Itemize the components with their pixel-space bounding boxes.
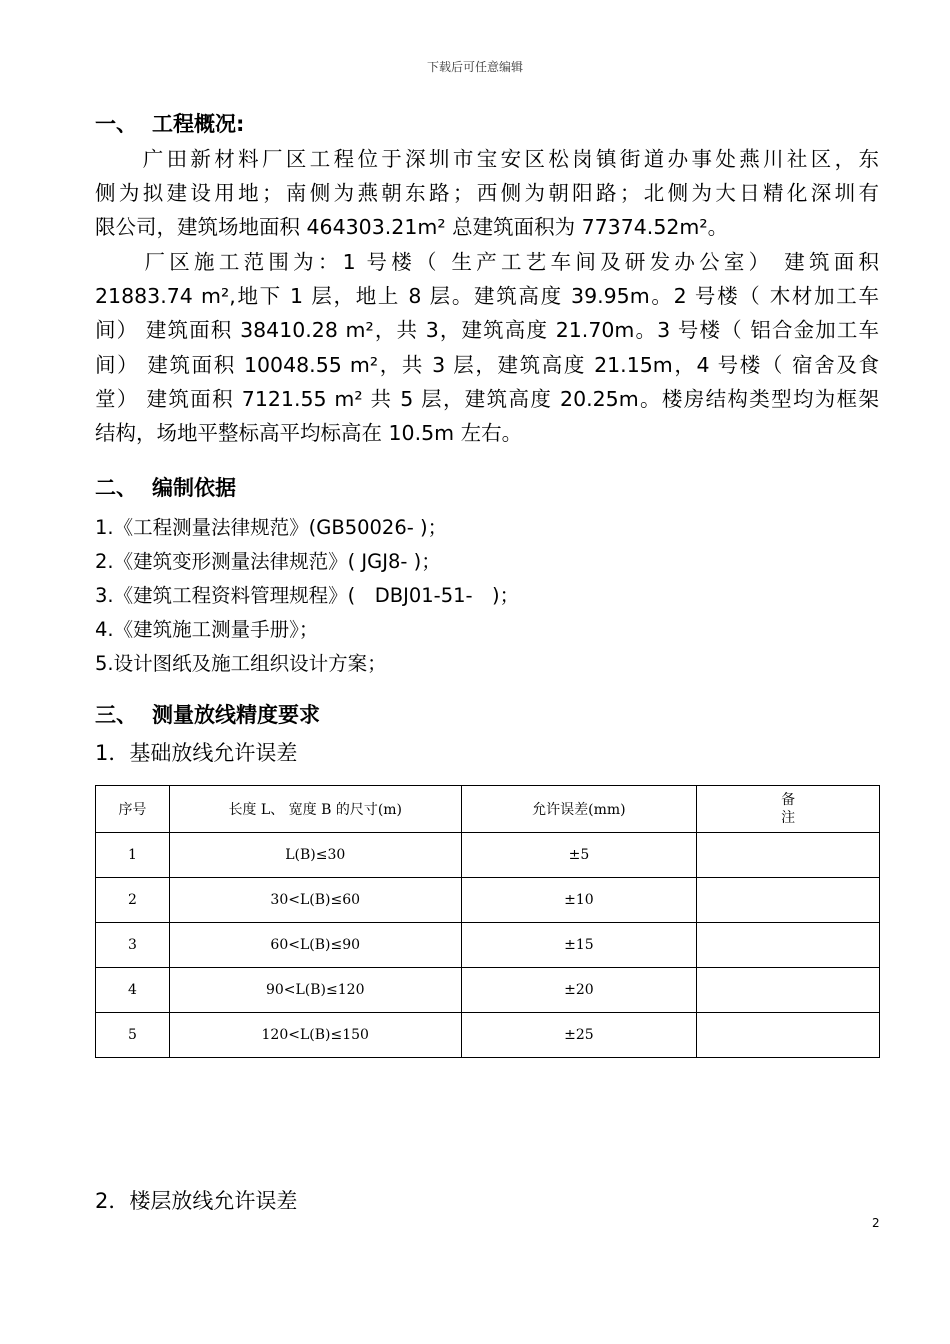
section-3-heading [95, 699, 320, 729]
basis-item-2: 2.《建筑变形测量法律规范》( JGJ8- )； [95, 550, 441, 573]
section-3-title: 测量放线精度要求 [152, 703, 320, 727]
cell-tolerance: ±10 [461, 878, 697, 923]
table-row [96, 1013, 880, 1058]
table-row [96, 923, 880, 968]
header-serial: 序号 [96, 786, 170, 833]
cell-remarks [697, 1013, 880, 1058]
cell-dimension: 30<L(B)≤60 [169, 878, 461, 923]
cell-remarks [697, 878, 880, 923]
cell-serial: 4 [96, 968, 170, 1013]
basis-item-5: 5.设计图纸及施工组织设计方案； [95, 652, 387, 675]
project-overview-paragraph-1 [95, 142, 879, 245]
paragraph-line: 厂区施工范围为：1 号楼（ 生产工艺车间及研发办公室） 建筑面积 [95, 250, 879, 274]
table-header-row [96, 786, 880, 833]
paragraph-line: 结构，场地平整标高平均标高在 10.5m 左右。 [95, 421, 523, 446]
paragraph-line: 广田新材料厂区工程位于深圳市宝安区松岗镇街道办事处燕川社区，东 [95, 147, 879, 171]
table-row [96, 878, 880, 923]
section-2-heading [95, 472, 236, 502]
section-2-title: 编制依据 [152, 476, 236, 500]
basis-item-3: 3.《建筑工程资料管理规程》( DBJ01-51- )； [95, 584, 520, 607]
section-2-number: 二、 [95, 476, 137, 500]
table-row [96, 833, 880, 878]
cell-serial: 5 [96, 1013, 170, 1058]
cell-serial: 1 [96, 833, 170, 878]
cell-dimension: 120<L(B)≤150 [169, 1013, 461, 1058]
page-header: 下载后可任意编辑 [426, 60, 523, 74]
cell-remarks [697, 968, 880, 1013]
cell-tolerance: ±5 [461, 833, 697, 878]
cell-dimension: 60<L(B)≤90 [169, 923, 461, 968]
cell-dimension: L(B)≤30 [169, 833, 461, 878]
cell-dimension: 90<L(B)≤120 [169, 968, 461, 1013]
page-number: 2 [872, 1216, 880, 1230]
cell-tolerance: ±20 [461, 968, 697, 1013]
paragraph-line: 侧为拟建设用地；南侧为燕朝东路；西侧为朝阳路；北侧为大日精化深圳有 [95, 181, 879, 206]
cell-remarks [697, 833, 880, 878]
project-overview-paragraph-2 [95, 245, 879, 450]
cell-remarks [697, 923, 880, 968]
section-1-number: 一、 [95, 112, 137, 136]
subheading-foundation-tolerance: 1．基础放线允许误差 [95, 741, 298, 765]
paragraph-line: 堂） 建筑面积 7121.55 m² 共 5 层，建筑高度 20.25m。楼房结构类型均为框架 [95, 386, 879, 411]
paragraph-line: 21883.74 m²,地下 1 层，地上 8 层。建筑高度 39.95m。2 号楼（ 木材加工车 [95, 284, 879, 309]
header-dimension: 长度 L、 宽度 B 的尺寸(m) [169, 786, 461, 833]
cell-serial: 2 [96, 878, 170, 923]
paragraph-line: 限公司，建筑场地面积 464303.21m² 总建筑面积为 77374.52m²。 [95, 215, 729, 240]
paragraph-line: 间） 建筑面积 38410.28 m²，共 3，建筑高度 21.70m。3 号楼（ 铝合金加工车 [95, 318, 879, 343]
table-row [96, 968, 880, 1013]
basis-item-1: 1.《工程测量法律规范》(GB50026- )； [95, 516, 448, 539]
section-3-number: 三、 [95, 703, 137, 727]
tolerance-table [95, 785, 880, 1058]
cell-tolerance: ±25 [461, 1013, 697, 1058]
subheading-floor-tolerance: 2．楼层放线允许误差 [95, 1189, 298, 1213]
basis-item-4: 4.《建筑施工测量手册》； [95, 618, 319, 641]
paragraph-line: 间） 建筑面积 10048.55 m²，共 3 层，建筑高度 21.15m，4 号楼（ 宿舍及食 [95, 352, 879, 377]
section-1-title: 工程概况: [152, 112, 245, 136]
header-remarks: 备 注 [697, 786, 880, 833]
cell-tolerance: ±15 [461, 923, 697, 968]
section-1-heading [95, 108, 244, 138]
header-tolerance: 允许误差(mm) [461, 786, 697, 833]
cell-serial: 3 [96, 923, 170, 968]
